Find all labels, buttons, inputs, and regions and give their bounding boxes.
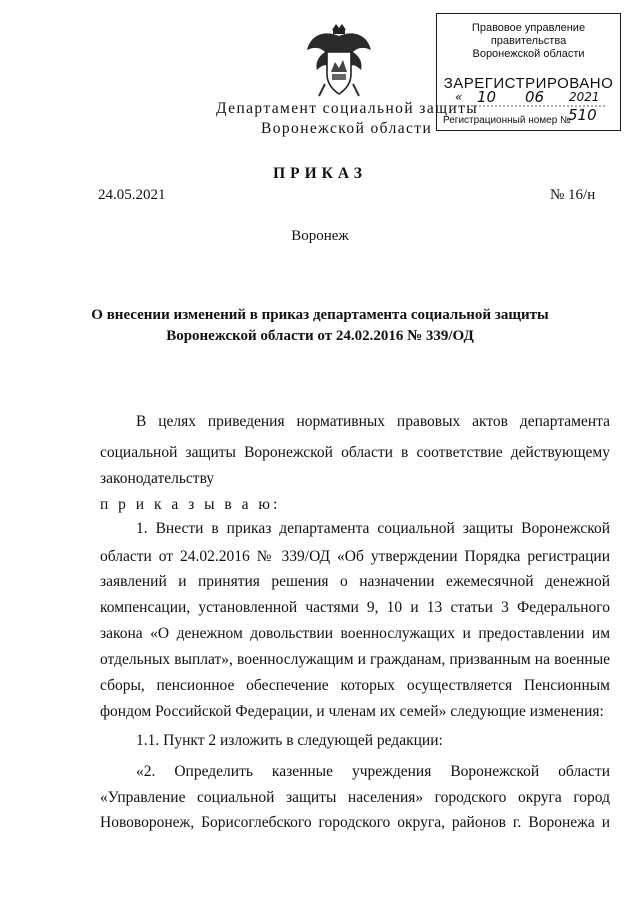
body-line-prikazyvayu: п р и к а з ы в а ю: xyxy=(100,496,281,513)
coat-of-arms-icon xyxy=(305,22,373,100)
body-line: сборы, пенсионное обеспечение которых осуществляется Пенсионным xyxy=(100,677,610,694)
order-title xyxy=(0,305,640,347)
body-line: социальной защиты Воронежской области в соответствие действующему xyxy=(100,444,610,461)
body-line: «2. Определить казенные учреждения Воронежской области xyxy=(136,763,610,780)
body-line: фондом Российской Федерации, и членам их семей» следующие изменения: xyxy=(100,703,604,720)
department-name-line2: Воронежской области xyxy=(261,120,433,137)
body-line: законодательству xyxy=(100,470,215,487)
stamp-reg-label: Регистрационный номер № xyxy=(443,115,571,126)
body-line: 1.1. Пункт 2 изложить в следующей редакции: xyxy=(136,732,443,749)
body-line: Нововоронеж, Борисоглебского городского округа, районов г. Воронежа и xyxy=(100,814,610,831)
body-line: «Управление социальной защиты населения» городского округа город xyxy=(100,789,610,806)
body-line: закона «О денежном довольствии военнослужащих и предоставлении им xyxy=(100,625,610,642)
body-line: отдельных выплат», военнослужащим и гражданам, призванным на военные xyxy=(100,651,610,668)
body-line: заявлений и принятия решения о назначении ежемесячной денежной xyxy=(100,573,610,590)
stamp-date-year: 2021 xyxy=(569,90,600,104)
order-city: Воронеж xyxy=(291,228,349,244)
body-line: компенсации, установленной частями 9, 10 и 13 статьи 3 Федерального xyxy=(100,599,610,616)
stamp-date-month: 06 xyxy=(525,88,545,106)
order-title-line2: Воронежской области от 24.02.2016 № 339/ОД xyxy=(166,328,474,344)
body-line: В целях приведения нормативных правовых актов департамента xyxy=(136,413,610,430)
stamp-authority-line2: Воронежской области xyxy=(472,48,585,60)
stamp-registered: ЗАРЕГИСТРИРОВАНО xyxy=(443,75,614,92)
order-title-line1: О внесении изменений в приказ департамента социальной защиты xyxy=(91,307,549,323)
order-heading: ПРИКАЗ xyxy=(273,165,367,182)
stamp-date: « 10 06 2021 xyxy=(447,88,612,108)
stamp-authority-line1: Правовое управление правительства xyxy=(471,22,586,47)
stamp-date-day: 10 xyxy=(477,88,497,106)
order-date: 24.05.2021 xyxy=(98,187,166,203)
order-number: № 16/н xyxy=(550,187,596,203)
body-line: 1. Внести в приказ департамента социальной защиты Воронежской xyxy=(136,520,610,537)
department-name-line1: Департамент социальной защиты xyxy=(216,100,479,117)
body-line: области от 24.02.2016 № 339/ОД «Об утверждении Порядка регистрации xyxy=(100,548,610,565)
stamp-reg-value: 510 xyxy=(568,106,597,124)
